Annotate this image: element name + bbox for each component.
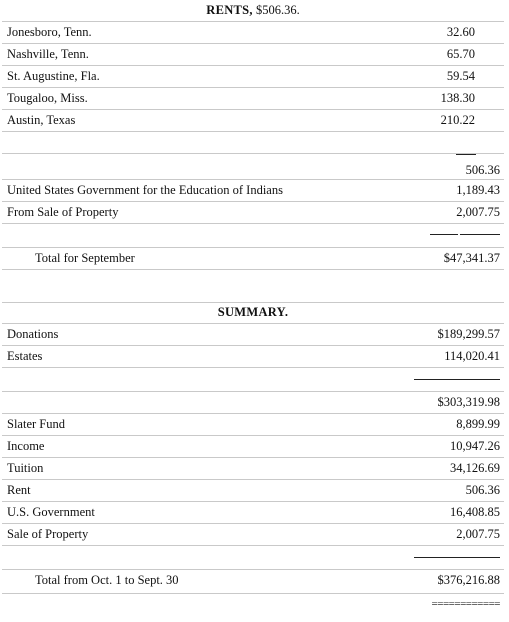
subtotal-rule [414, 379, 500, 380]
row-amount: 34,126.69 [450, 461, 500, 475]
spacer-row [2, 280, 504, 303]
row-amount: 210.22 [440, 113, 475, 127]
table-row [2, 324, 504, 346]
row-amount: $189,299.57 [437, 327, 500, 341]
table-row [2, 44, 504, 66]
row-label: From Sale of Property [7, 205, 119, 219]
row-label: U.S. Government [7, 505, 95, 519]
rule-row [2, 224, 504, 248]
row-label: Nashville, Tenn. [7, 47, 89, 61]
row-amount: 10,947.26 [450, 439, 500, 453]
row-label: Jonesboro, Tenn. [7, 25, 92, 39]
row-label: Slater Fund [7, 417, 65, 431]
table-row [2, 436, 504, 458]
grand-total-label: Total from Oct. 1 to Sept. 30 [35, 573, 179, 587]
row-amount: 114,020.41 [444, 349, 500, 363]
row-label: St. Augustine, Fla. [7, 69, 100, 83]
row-label: Tougaloo, Miss. [7, 91, 88, 105]
summary-heading: SUMMARY. [217, 305, 289, 319]
row-label: United States Government for the Education of Indians [7, 183, 283, 197]
row-amount: 138.30 [440, 91, 475, 105]
row-amount: 59.54 [446, 69, 475, 83]
table-row [2, 346, 504, 368]
row-amount: 2,007.75 [456, 527, 500, 541]
row-label: Sale of Property [7, 527, 89, 541]
table-row [2, 110, 504, 132]
rents-heading: RENTS, $506.36. [206, 3, 300, 17]
subtotal-rule [456, 154, 476, 155]
table-row [2, 524, 504, 546]
double-rule-row [2, 594, 504, 618]
row-amount: 65.70 [446, 47, 475, 61]
subtotal-row [2, 392, 504, 414]
summary-heading-row [2, 302, 504, 324]
table-row [2, 88, 504, 110]
total-row [2, 248, 504, 270]
spacer-row [2, 132, 504, 154]
table-row [2, 502, 504, 524]
row-label: Tuition [7, 461, 44, 475]
total-rule [414, 557, 500, 558]
row-label: Estates [7, 349, 43, 363]
row-amount: 1,189.43 [456, 183, 500, 197]
double-rule: ============ [431, 598, 500, 610]
subtotal-row [2, 158, 504, 180]
grand-total-amount: $376,216.88 [437, 573, 500, 587]
row-amount: 8,899.99 [456, 417, 500, 431]
row-amount: 16,408.85 [450, 505, 500, 519]
row-label: Donations [7, 327, 59, 341]
table-row [2, 180, 504, 202]
rule-row [2, 368, 504, 392]
total-amount: $47,341.37 [443, 251, 500, 265]
total-rule [430, 234, 458, 235]
table-row [2, 66, 504, 88]
row-amount: 506.36 [465, 483, 500, 497]
grand-total-row [2, 570, 504, 594]
table-row [2, 202, 504, 224]
rents-subtotal: 506.36 [465, 163, 500, 177]
row-label: Austin, Texas [7, 113, 76, 127]
row-amount: 2,007.75 [456, 205, 500, 219]
table-row [2, 414, 504, 436]
rents-heading-row [2, 0, 504, 22]
table-row [2, 458, 504, 480]
row-amount: 32.60 [446, 25, 475, 39]
row-label: Income [7, 439, 45, 453]
total-label: Total for September [35, 251, 135, 265]
row-label: Rent [7, 483, 31, 497]
table-row [2, 480, 504, 502]
table-row [2, 22, 504, 44]
rule-row [2, 546, 504, 570]
total-rule [460, 234, 500, 235]
summary-subtotal: $303,319.98 [437, 395, 500, 409]
